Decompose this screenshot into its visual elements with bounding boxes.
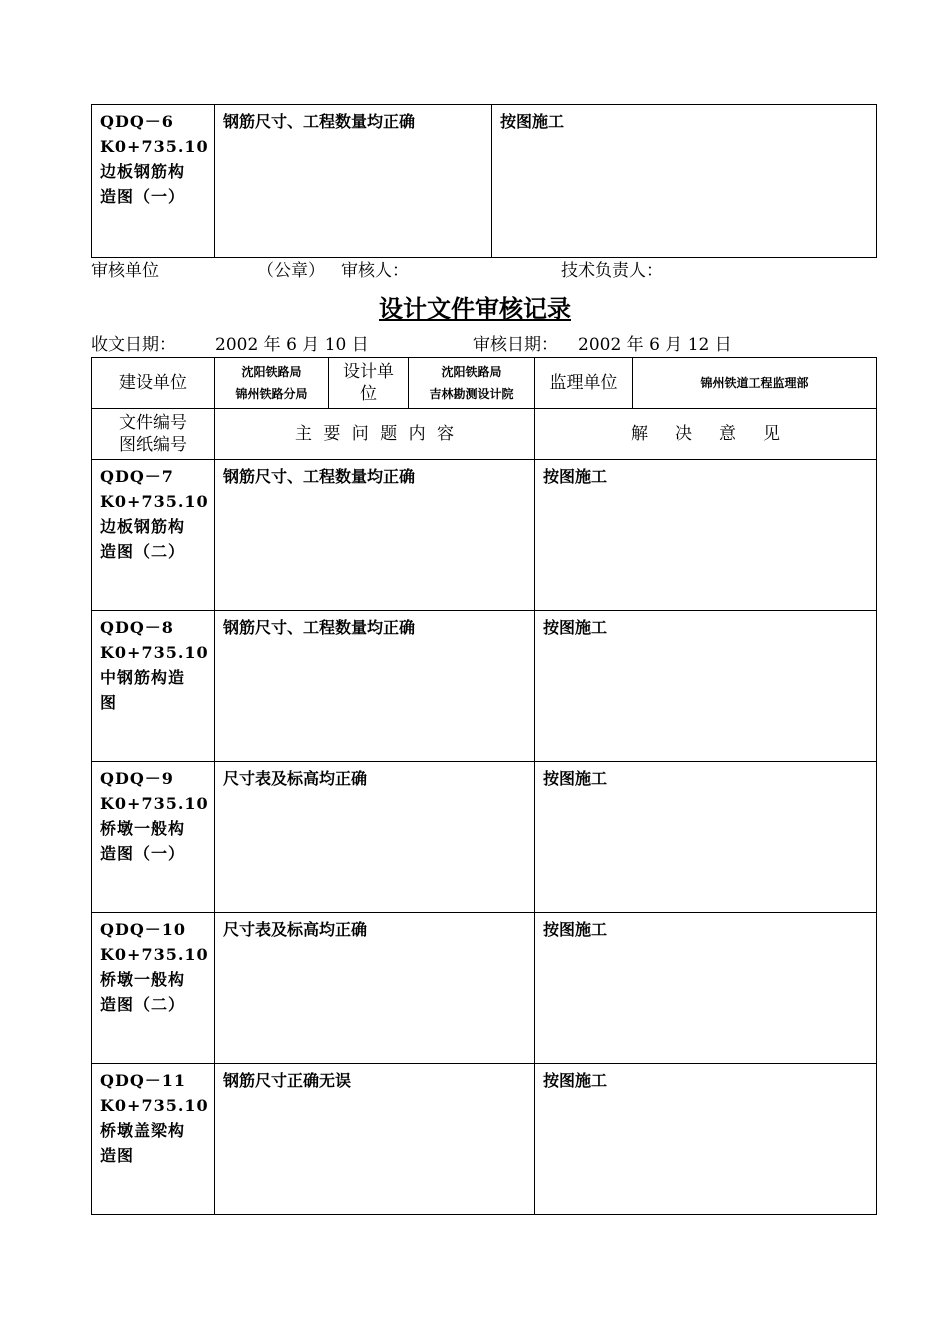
design-unit-label-cell <box>329 358 409 409</box>
record-problem-cell <box>215 1064 535 1215</box>
record-code-cell <box>92 762 215 913</box>
record-code-line: 造图（二） <box>100 995 186 1014</box>
record-code-line: K0+735.10 <box>100 137 209 156</box>
supervision-unit-value: 锦州铁道工程监理部 <box>700 376 809 390</box>
construction-unit-line2: 锦州铁路分局 <box>235 387 308 401</box>
record-code-line: 桥墩一般构 <box>100 819 186 838</box>
design-unit-label-2: 位 <box>360 384 377 404</box>
record-code-line: 造图 <box>100 1146 135 1165</box>
record-problem: 钢筋尺寸、工程数量均正确 <box>223 112 416 131</box>
record-resolution: 按图施工 <box>543 1071 608 1090</box>
record-code-cell <box>92 913 215 1064</box>
reviewer-label: 审核人： <box>341 261 409 281</box>
file-no-header-cell <box>92 409 215 460</box>
file-no-header: 文件编号 <box>119 413 187 433</box>
record-code-line: 桥墩盖梁构 <box>100 1121 186 1140</box>
record-resolution: 按图施工 <box>543 618 608 637</box>
drawing-no-header: 图纸编号 <box>119 435 187 455</box>
record-code-cell <box>92 460 215 611</box>
design-unit-line1: 沈阳铁路局 <box>441 365 502 379</box>
record-code-line: QDQ－10 <box>100 920 187 939</box>
record-code-line: 造图（二） <box>100 542 186 561</box>
table-row <box>92 611 877 762</box>
record-code-line: K0+735.10 <box>100 643 209 662</box>
column-header-row <box>92 409 877 460</box>
resolution-header-cell <box>535 409 877 460</box>
record-code-line: K0+735.10 <box>100 492 209 511</box>
record-code-line: 造图（一） <box>100 844 186 863</box>
table-row <box>92 105 877 258</box>
top-record-table <box>91 104 877 258</box>
record-problem: 尺寸表及标高均正确 <box>223 920 368 939</box>
record-problem-cell <box>215 762 535 913</box>
record-code-line: 桥墩一般构 <box>100 970 186 989</box>
reviewed-date-label: 审核日期： <box>473 335 558 355</box>
design-unit-line2: 吉林勘测设计院 <box>429 387 514 401</box>
record-problem: 钢筋尺寸、工程数量均正确 <box>223 467 416 486</box>
table-row <box>92 762 877 913</box>
supervision-unit-label: 监理单位 <box>549 373 618 393</box>
record-resolution-cell <box>492 105 877 258</box>
record-resolution-cell <box>535 913 877 1064</box>
record-code-line: 边板钢筋构 <box>100 517 186 536</box>
design-unit-label-1: 设计单 <box>343 362 394 382</box>
supervision-unit-label-cell <box>535 358 633 409</box>
record-resolution-cell <box>535 460 877 611</box>
record-code-line: QDQ－7 <box>100 467 174 486</box>
record-problem-cell <box>215 611 535 762</box>
table-row <box>92 1064 877 1215</box>
received-date-label: 收文日期： <box>91 335 176 355</box>
tech-lead-label: 技术负责人： <box>561 261 663 281</box>
design-unit-value-cell <box>409 358 535 409</box>
record-code-line: QDQ－11 <box>100 1071 187 1090</box>
signature-line <box>91 258 876 284</box>
main-issue-header-cell <box>215 409 535 460</box>
supervision-unit-value-cell <box>633 358 877 409</box>
record-code-line: QDQ－8 <box>100 618 174 637</box>
record-problem-cell <box>215 460 535 611</box>
construction-unit-label: 建设单位 <box>119 373 187 393</box>
record-code-line: K0+735.10 <box>100 945 209 964</box>
record-problem: 尺寸表及标高均正确 <box>223 769 368 788</box>
record-code-line: QDQ－6 <box>100 112 174 131</box>
record-resolution-cell <box>535 762 877 913</box>
review-unit-label: 审核单位 <box>91 261 159 281</box>
record-code-line: 中钢筋构造 <box>100 668 186 687</box>
record-code-line: K0+735.10 <box>100 1096 209 1115</box>
record-code-cell <box>92 105 215 258</box>
record-problem: 钢筋尺寸、工程数量均正确 <box>223 618 416 637</box>
seal-label: （公章） <box>257 261 325 281</box>
record-resolution-cell <box>535 1064 877 1215</box>
reviewed-date-value: 2002 年 6 月 12 日 <box>578 335 732 355</box>
date-line <box>91 333 876 357</box>
record-code-line: 边板钢筋构 <box>100 162 186 181</box>
review-record-table <box>91 357 877 1215</box>
construction-unit-line1: 沈阳铁路局 <box>241 365 302 379</box>
record-resolution: 按图施工 <box>543 467 608 486</box>
record-problem: 钢筋尺寸正确无误 <box>223 1071 352 1090</box>
table-row <box>92 460 877 611</box>
units-header-row <box>92 358 877 409</box>
table-row <box>92 913 877 1064</box>
record-code-line: 图 <box>100 693 118 712</box>
main-issue-header: 主 要 问 题 内 容 <box>294 424 455 444</box>
record-code-line: QDQ－9 <box>100 769 174 788</box>
record-code-line: K0+735.10 <box>100 794 209 813</box>
record-resolution: 按图施工 <box>500 112 565 131</box>
record-problem-cell <box>215 913 535 1064</box>
received-date-value: 2002 年 6 月 10 日 <box>215 335 369 355</box>
record-resolution: 按图施工 <box>543 769 608 788</box>
record-code-cell <box>92 1064 215 1215</box>
record-resolution: 按图施工 <box>543 920 608 939</box>
record-code-line: 造图（一） <box>100 187 186 206</box>
record-code-cell <box>92 611 215 762</box>
construction-unit-value-cell <box>215 358 329 409</box>
record-resolution-cell <box>535 611 877 762</box>
construction-unit-label-cell <box>92 358 215 409</box>
record-problem-cell <box>215 105 492 258</box>
resolution-header: 解 决 意 见 <box>630 424 781 444</box>
page-title: 设计文件审核记录 <box>379 294 571 323</box>
